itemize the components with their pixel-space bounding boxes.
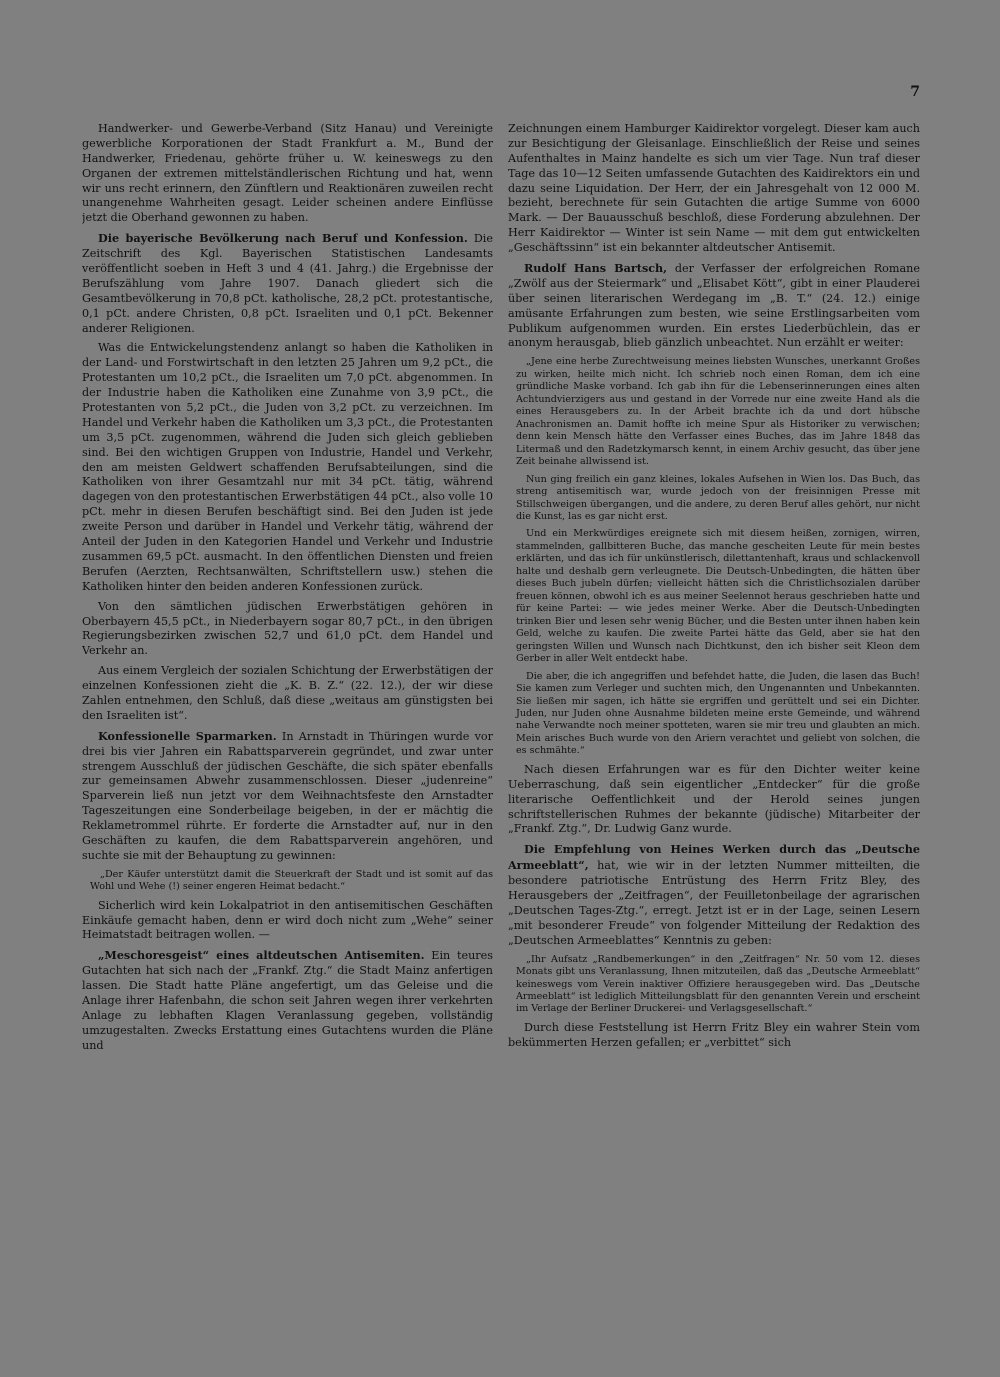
article-heading: „Meschoresgeist“ eines altdeutschen Antisemiten.	[98, 948, 425, 963]
article-paragraph	[82, 600, 493, 660]
article-paragraph	[508, 763, 920, 837]
paragraph-text: Die Zeitschrift des Kgl. Bayerischen Statistischen Landesamts veröffentlicht soeben in Heft 3 und 4 (41. Jahrg.) die Ergebnisse der Berufszählung vom Jahre 1907. Danach gliedert sich die Gesamtbevölkerung in 70,8 pCt. katholische, 28,2 pCt. protestantische, 0,1 pCt. andere Christen, 0,8 pCt. Israeliten und 0,1 pCt. Bekenner anderer Religionen.	[82, 232, 493, 335]
article-paragraph	[508, 261, 920, 351]
paragraph-text: Aus einem Vergleich der sozialen Schichtung der Erwerbstätigen der einzelnen Konfessionen zieht die „K. B. Z.“ (22. 12.), der wir diese Zahlen entnehmen, den Schluß, daß diese „weitaus am günstigsten bei den Israeliten ist“.	[82, 664, 493, 722]
article-paragraph	[508, 842, 920, 948]
paragraph-text: In Arnstadt in Thüringen wurde vor drei bis vier Jahren ein Rabattsparverein gegründet, und zwar unter strengem Ausschluß der jüdischen Geschäfte, die sich später ebenfalls zur gemeinsamen Abwehr zusammenschlossen. Dieser „judenreine“ Sparverein ließ nun jetzt vor dem Weihnachtsfeste den Arnstadter Tageszeitungen eine Sonderbeilage beigeben, in der er mächtig die Reklametrommel rührte. Er forderte die Arnstadter auf, nur in den Geschäften zu kaufen, die dem Rabattsparverein angehören, und suchte sie mit der Behauptung zu gewinnen:	[82, 729, 493, 862]
block-quote: „Jene eine herbe Zurechtweisung meines liebsten Wunsches, unerkannt Großes zu wirken, heilte mich nicht. Ich schrieb noch einen Roman, dem ich eine gründliche Maske vorband. Ich gab ihn für die Lebenserinnerungen eines alten Achtundvierzigers aus und gestand in der Vorrede nur eine zweite Hand als die eines Herausgebers zu. In der Arbeit brachte ich da und dort hübsche Anachronismen an. Damit hoffte ich meine Spur als Historiker zu verwischen; denn kein Mensch hätte den Verfasser eines Buches, das im Jahre 1848 das Litermaß und den Radetzkymarsch kennt, in einem Archiv gesucht, das über jene Zeit beinahe allwissend ist.	[516, 356, 920, 468]
paragraph-text: Durch diese Feststellung ist Herrn Fritz Bley ein wahrer Stein vom bekümmerten Herzen gefallen; er „verbittet“ sich	[508, 1020, 920, 1049]
article-heading: Konfessionelle Sparmarken.	[98, 728, 277, 743]
paragraph-text: Von den sämtlichen jüdischen Erwerbstätigen gehören in Oberbayern 45,5 pCt., in Niederbayern sogar 80,7 pCt., in den übrigen Regierungsbezirken zwischen 52,7 und 61,0 pCt. dem Handel und Verkehr an.	[82, 599, 493, 658]
article-heading: Rudolf Hans Bartsch,	[524, 261, 668, 276]
article-paragraph	[82, 948, 493, 1053]
block-quote: Nun ging freilich ein ganz kleines, lokales Aufsehen in Wien los. Das Buch, das streng antisemitisch war, wurde jedoch von der freisinnigen Presse mit Stillschweigen übergangen, und die andere, zu deren Beruf alles gehört, nur nicht die Kunst, las es gar nicht erst.	[516, 473, 920, 522]
article-paragraph	[82, 341, 493, 594]
page-number: 7	[910, 84, 920, 100]
paragraph-text: der Verfasser der erfolgreichen Romane „Zwölf aus der Steiermark“ und „Elisabet Kött“, gibt in einer Plauderei über seinen literarischen Werdegang im „B. T.“ (24. 12.) einige amüsante Erfahrungen zum besten, wie seine Erstlingsarbeiten vom Publikum aufgenommen wurden. Ein erstes Liederbüchlein, das er anonym herausgab, blieb gänzlich unbeachtet. Nun erzählt er weiter:	[508, 262, 920, 350]
right-column	[508, 122, 920, 1292]
article-paragraph	[508, 122, 920, 256]
paragraph-text: Nach diesen Erfahrungen war es für den Dichter weiter keine Ueberraschung, daß sein eigentlicher „Entdecker“ für die große literarische Oeffentlichkeit und der Herold seines jungen schriftstellerischen Ruhmes der bekannte (jüdische) Mitarbeiter der „Frankf. Ztg.“, Dr. Ludwig Ganz wurde.	[508, 762, 920, 836]
left-column	[82, 122, 493, 1292]
block-quote: „Der Käufer unterstützt damit die Steuerkraft der Stadt und ist somit auf das Wohl und Wehe (!) seiner engeren Heimat bedacht.“	[90, 868, 493, 893]
block-quote: Die aber, die ich angegriffen und befehdet hatte, die Juden, die lasen das Buch! Sie kamen zum Verleger und suchten mich, den Ungenannten und Unbekannten. Sie ließen mir sagen, ich hätte sie ergriffen und gerüttelt und sei ein Dichter. Juden, nur Juden ohne Ausnahme bildeten meine erste Gemeinde, und während nahe Verwandte noch meiner spotteten, waren sie mir treu und glaubten an mich. Mein arisches Buch wurde von den Ariern verachtet und geliebt von solchen, die es schmähte.“	[516, 670, 920, 757]
paragraph-text: Ein teures Gutachten hat sich nach der „Frankf. Ztg.“ die Stadt Mainz anfertigen lassen. Die Stadt hatte Pläne angefertigt, um das Geleise und die Anlage ihrer Hafenbahn, die schon seit Jahren wegen ihrer verkehrten Anlage zu lebhaften Klagen Veranlassung gegeben, vollständig umzugestalten. Zwecks Erstattung eines Gutachtens wurden die Pläne und	[82, 949, 493, 1052]
block-quote: Und ein Merkwürdiges ereignete sich mit diesem heißen, zornigen, wirren, stammelnden, gallbitteren Buche, das manche gescheiten Leute für mein bestes erklärten, und das ich für unkünstlerisch, dilettantenhaft, kraus und schlackenvoll halte und deshalb gern verleugnete. Die Deutsch-Unbedingten, die hätten über dieses Buch jubeln dürfen; vielleicht hätten sich die Christlichsozialen darüber freuen können, obwohl ich es aus meiner Seelennot heraus geschrieben hatte und für keine Partei: — wie jedes meiner Werke. Aber die Deutsch-Unbedingten trinken Bier und lesen sehr wenig Bücher, und die Besten unter ihnen haben kein Geld, welche zu kaufen. Die zweite Partei hätte das Geld, aber sie hat den geringsten Willen und Wunsch nach Dichtkunst, den ich bisher seit Kleon dem Gerber in aller Welt entdeckt habe.	[516, 528, 920, 665]
paragraph-text: Sicherlich wird kein Lokalpatriot in den antisemitischen Geschäften Einkäufe gemacht haben, denn er wird doch nicht zum „Wehe“ seiner Heimatstadt beitragen wollen. —	[82, 898, 493, 942]
article-paragraph	[82, 664, 493, 724]
article-heading: Die Empfehlung von Heines Werken durch das „Deutsche Armeeblatt“,	[508, 842, 920, 873]
article-paragraph	[82, 231, 493, 336]
paragraph-text: Zeichnungen einem Hamburger Kaidirektor vorgelegt. Dieser kam auch zur Besichtigung der Gleisanlage. Einschließlich der Reise und seines Aufenthaltes in Mainz handelte es sich um vier Tage. Nun traf dieser Tage das 10—12 Seiten umfassende Gutachten des Kaidirektors ein und dazu seine Liquidation. Der Herr, der ein Jahresgehalt von 12 000 M. bezieht, berechnete für sein Gutachten die artige Summe von 6000 Mark. — Der Bauausschuß beschloß, diese Forderung abzulehnen. Der Herr Kaidirektor — Winter ist sein Name — mit dem gut entwickelten „Geschäftssinn“ ist ein bekannter altdeutscher Antisemit.	[508, 122, 920, 255]
paragraph-text: Was die Entwickelungstendenz anlangt so haben die Katholiken in der Land- und Forstwirtschaft in den letzten 25 Jahren um 9,2 pCt., die Protestanten um 10,2 pCt., die Israeliten um 7,0 pCt. abgenommen. In der Industrie haben die Katholiken eine Zunahme von 3,9 pCt., die Protestanten von 5,2 pCt., die Juden von 3,2 pCt. zu verzeichnen. Im Handel und Verkehr haben die Katholiken um 3,3 pCt., die Protestanten um 3,5 pCt. zugenommen, während die Juden sich gleich geblieben sind. Bei den wichtigen Gruppen von Industrie, Handel und Verkehr, den am meisten Geldwert schaffenden Berufsabteilungen, sind die Katholiken von ihrer Gesamtzahl nur mit 34 pCt. tätig, während dagegen von den protestantischen Erwerbstätigen 44 pCt., also volle 10 pCt. mehr in diesen Berufen beschäftigt sind. Bei den Juden ist jede zweite Person und darüber in Handel und Verkehr tätig, während der Anteil der Juden in den Kategorien Handel und Verkehr und Industrie zusammen 69,5 pCt. ausmacht. In den öffentlichen Diensten und freien Berufen (Aerzten, Rechtsanwälten, Schriftstellern usw.) stehen die Katholiken hinter den beiden anderen Konfessionen zurück.	[82, 341, 493, 593]
paragraph-text: hat, wie wir in der letzten Nummer mitteilten, die besondere patriotische Entrüstung des Herrn Fritz Bley, des Herausgebers der „Zeitfragen“, der Feuilletonbeilage der agrarischen „Deutschen Tages-Ztg.“, erregt. Jetzt ist er in der Lage, seinen Lesern „mit besonderer Freude“ von folgender Mitteilung der Redaktion des „Deutschen Armeeblattes“ Kenntnis zu geben:	[508, 859, 920, 947]
article-paragraph	[82, 122, 493, 226]
block-quote: „Ihr Aufsatz „Randbemerkungen“ in den „Zeitfragen“ Nr. 50 vom 12. dieses Monats gibt uns Veranlassung, Ihnen mitzuteilen, daß das „Deutsche Armeeblatt“ keineswegs vom Verein inaktiver Offiziere herausgegeben wird. Das „Deutsche Armeeblatt“ ist lediglich Mitteilungsblatt für den genannten Verein und erscheint im Verlage der Berliner Druckerei- und Verlagsgesellschaft.“	[516, 953, 920, 1015]
article-paragraph	[82, 899, 493, 944]
article-heading: Die bayerische Bevölkerung nach Beruf und Konfession.	[98, 231, 468, 246]
article-paragraph	[508, 1021, 920, 1051]
paragraph-text: Handwerker- und Gewerbe-Verband (Sitz Hanau) und Vereinigte gewerbliche Korporationen der Stadt Frankfurt a. M., Bund der Handwerker, Friedenau, gehörte früher u. W. keineswegs zu den Organen der extremen mittelständlerischen Richtung und hat, wenn wir uns recht erinnern, den Zünftlern und Reaktionären zuweilen recht unangenehme Wahrheiten gesagt. Leider scheinen andere Einflüsse jetzt die Oberhand gewonnen zu haben.	[82, 122, 493, 225]
article-paragraph	[82, 729, 493, 864]
